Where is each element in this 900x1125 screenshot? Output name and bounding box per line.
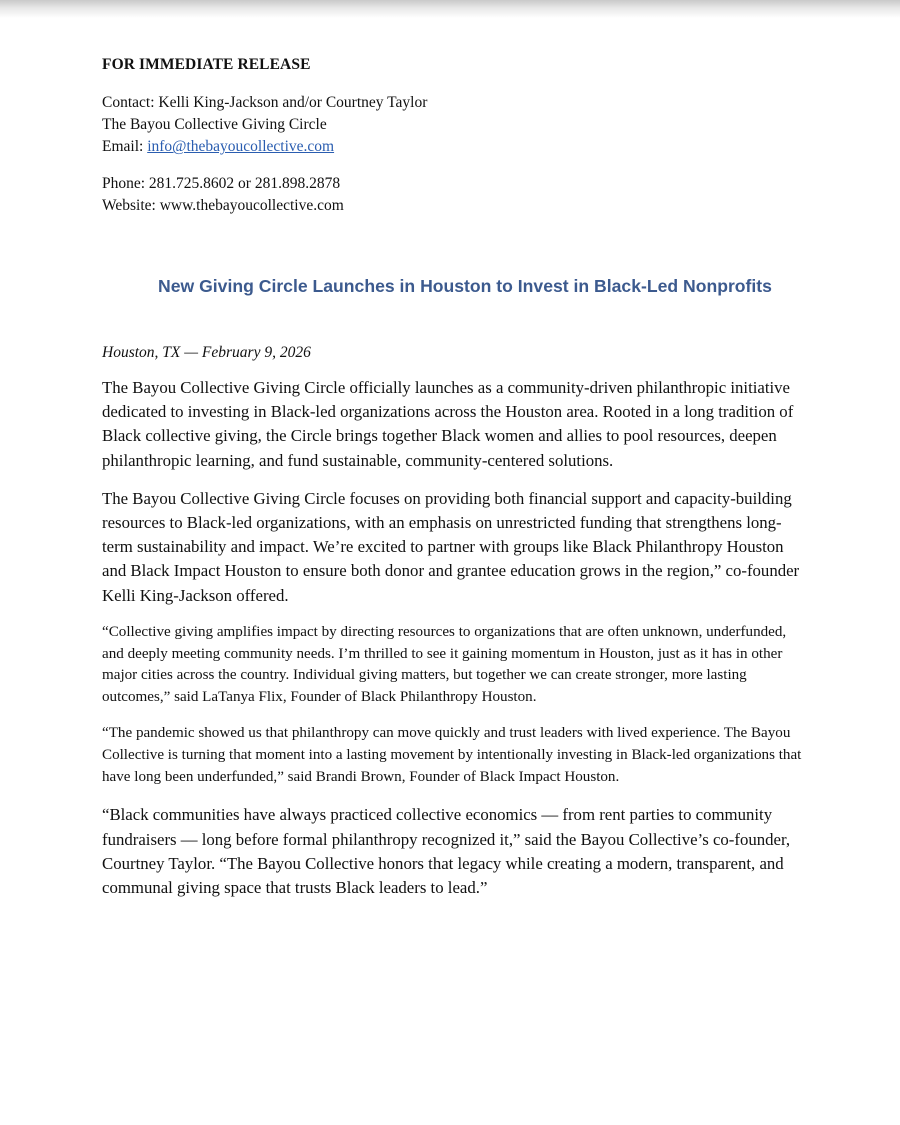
phone-website-block — [102, 173, 802, 217]
email-label: Email: — [102, 138, 148, 156]
organization-line: The Bayou Collective Giving Circle — [102, 116, 327, 134]
paragraph-intro: The Bayou Collective Giving Circle officially launches as a community-driven philanthropic initiative dedicated to investing in Black-led organizations across the Houston area. Rooted in a long tradition of Black collective giving, the Circle brings together Black women and allies to pool resources, deepen philanthropic learning, and fund sustainable, community-centered solutions. — [102, 378, 794, 470]
body-text — [102, 376, 802, 914]
paragraph-quote-brown: “The pandemic showed us that philanthropy can move quickly and trust leaders with lived experience. The Bayou Collective is turning that moment into a lasting movement by intentionally investing in Black-led organizations that have long been underfunded,” said Brandi Brown, Founder of Black Impact Houston. — [102, 725, 802, 785]
top-edge-shadow — [0, 0, 900, 18]
contact-line: Contact: Kelli King-Jackson and/or Courtney Taylor — [102, 94, 428, 111]
email-line — [102, 136, 802, 158]
email-link[interactable]: info@thebayoucollective.com — [147, 138, 335, 156]
dateline: Houston, TX — February 9, 2026 — [102, 344, 311, 361]
headline: New Giving Circle Launches in Houston to Invest in Black-Led Nonprofits — [158, 276, 772, 296]
paragraph-focus: The Bayou Collective Giving Circle focuses on providing both financial support and capacity-building resources to Black-led organizations, with an emphasis on unrestricted funding that strengthens long-term sustainability and impact. We’re excited to partner with groups like Black Philanthropy Houston and Black Impact Houston to ensure both donor and grantee education grows in the region,” co-founder Kelli King-Jackson offered. — [102, 488, 800, 605]
paragraph-quote-flix: “Collective giving amplifies impact by directing resources to organizations that are often unknown, underfunded, and deeply meeting community needs. I’m thrilled to see it gaining momentum in Houston, just as it has in other major cities across the country. Individual giving matters, but together we can create stronger, more lasting outcomes,” said LaTanya Flix, Founder of Black Philanthropy Houston. — [102, 623, 787, 706]
phone-line: Phone: 281.725.8602 or 281.898.2878 — [102, 174, 341, 192]
paragraph-quote-taylor: “Black communities have always practiced collective economics — from rent parties to community fundraisers — long before formal philanthropy recognized it,” said the Bayou Collective’s co-founder, Courtney Taylor. “The Bayou Collective honors that legacy while creating a modern, transparent, and communal giving space that trusts Black leaders to lead.” — [102, 805, 791, 898]
contact-block — [102, 92, 802, 159]
website-line: Website: www.thebayoucollective.com — [102, 196, 344, 214]
release-label: FOR IMMEDIATE RELEASE — [102, 56, 311, 73]
press-release-content — [102, 54, 802, 898]
